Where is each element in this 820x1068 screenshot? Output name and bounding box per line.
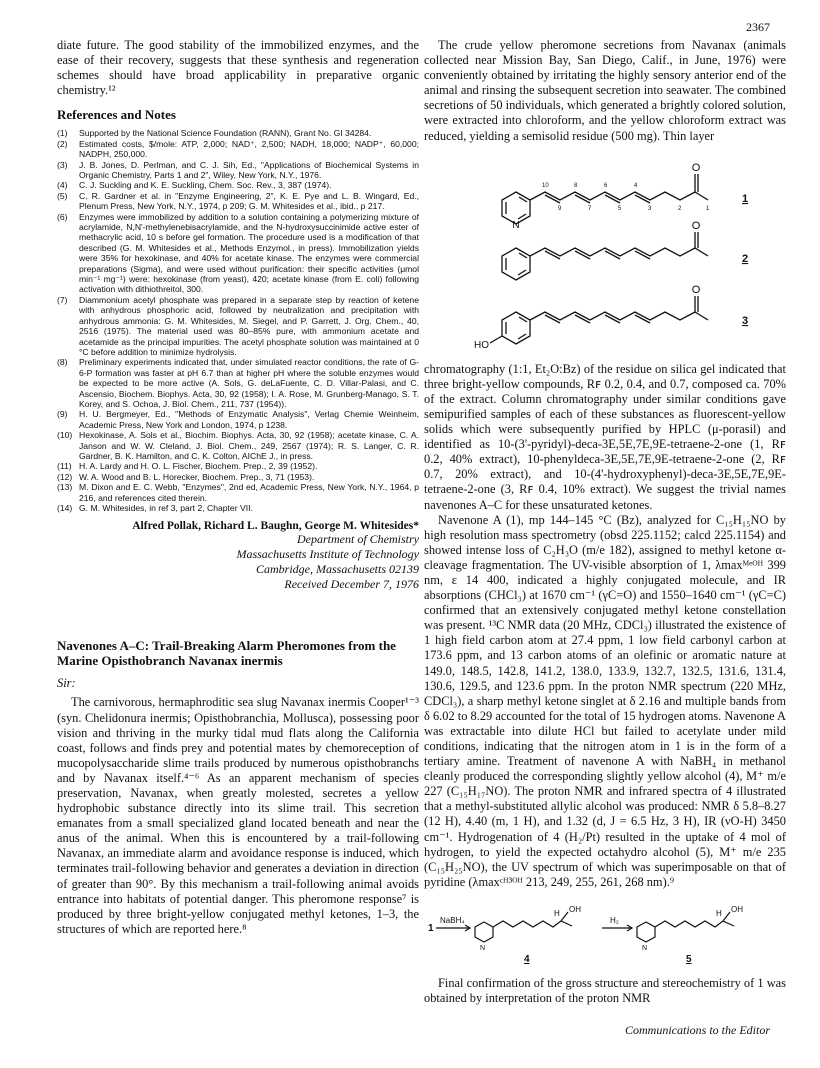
oh-label-4: OH	[569, 904, 581, 914]
chain-1	[530, 192, 708, 200]
svg-text:6: 6	[604, 182, 608, 189]
body-paragraph: The carnivorous, hermaphroditic sea slug Navanax inermis Cooper¹⁻³ (syn. Chelidonura inermis; Opisthobranchia, Mollusca), possessing poor vision and thriving in the murky tidal mud flats along the California coast, follows and finds prey and potential mates by chemoreception of mucopolysaccharide slime trails produced by numerous opisthobranchs and by Navanax itself.⁴⁻⁶ As an apparent mechanism of species preservation, Navanax, when greatly molested, secretes a yellow hydrophobic substance directly into its slime trail. This secretion emanates from a small specialized gland located beneath and near the anus of the animal. When this is encountered by a trail-following Navanax, an immediate alarm and avoidance response is induced, which terminates trail-following behavior and generates a deviation in direction of greater than 90°. By this mechanism a trail-following animal avoids entrance into habitats of potential danger. This pheromone response⁷ is produced by three bright-yellow conjugated methyl ketones, 1–3, the structures of which are reported here.⁸	[57, 695, 419, 936]
paragraph-4: Final confirmation of the gross structure and stereochemistry of 1 was obtained by interpretation of the proton NMR	[424, 975, 786, 1006]
reference-item: (11) H. A. Lardy and H. O. L. Fischer, Biochem. Prep., 2, 39 (1952).	[57, 461, 318, 472]
svg-text:1: 1	[706, 205, 710, 212]
start-compound: 1	[428, 922, 434, 934]
reference-item: (3) J. B. Jones, D. Perlman, and C. J. Sih, Ed., "Applications of Biochemical Systems in Organic Chemistry, Parts 1 and 2", Wiley, New York, N.Y., 1976.	[57, 159, 419, 180]
structures-svg	[424, 150, 786, 358]
footer: Communications to the Editor	[625, 1023, 770, 1037]
reference-item: (10) Hexokinase, A. Sols et al., Biochim. Biophys. Acta, 30, 92 (1958); acetate kinase, C. A. Janson and W. W. Cleland, J. Biol. Chem., 249, 2567 (1974); R. S. Langer, C. R. Gardner, B. K. Hamilton, and C. K. Colton, AIChE J., in press.	[57, 430, 419, 461]
svg-text:9: 9	[558, 205, 562, 212]
svg-text:5: 5	[618, 205, 622, 212]
chain-2	[530, 248, 708, 256]
svg-text:3: 3	[648, 205, 652, 212]
reference-item: (9) H. U. Bergmeyer, Ed., "Methods of Enzymatic Analysis", Verlag Chemie Weinheim, Academic Press, New York and London, 1974, p 1238.	[57, 409, 419, 430]
svg-text:7: 7	[588, 205, 592, 212]
right-column	[424, 38, 786, 1006]
structures-figure	[424, 150, 786, 358]
reference-item: (6) Enzymes were immobilized by addition to a solution containing a polymerizing mixture of acrylamide, N,N'-methylenebisacrylamide, and the N-hydroxysuccinimide active ester of methacrylic acid, 10 s before gel formation. The procedure used is a modification of that described (G. M. Whitesides et al., Methods Enzymol., in press). Immobilization yields were 35% for hexokinase, and 40% for acetate kinase. The enzymes were commercial preparations (Sigma), and were used without purification: their specific activities (μmol min⁻¹ mg⁻¹) were: hexokinase (from yeast), 420; acetate kinase (from E. coli) following activation with dithiothreitol, 300.	[57, 211, 419, 295]
reference-item: (4) C. J. Suckling and K. E. Suckling, Chem. Soc. Rev., 3, 387 (1974).	[57, 180, 332, 191]
compound-label-3: 3	[742, 314, 749, 327]
svg-text:10: 10	[542, 182, 549, 189]
reference-item: (2) Estimated costs, $/mole: ATP, 2,000; NAD⁺, 2,500; NADH, 18,000; NADP⁺, 60,000; NADPH, 250,000.	[57, 138, 419, 160]
h-label-4: H	[554, 908, 560, 918]
oxygen-label-1: O	[691, 161, 701, 174]
hydroxy-label: HO	[474, 339, 489, 351]
product-5: 5	[686, 953, 692, 965]
h-label-5: H	[716, 908, 722, 918]
reference-item: (7) Diammonium acetyl phosphate was prepared in a separate step by reaction of ketene with anhydrous phosphoric acid, followed by neutralization and precipitation with anhydrous ammonia: G. M. Whitesides, M. Siegel, and P. Garrett, J. Org. Chem., 40, 2516 (1975). The material used was 80–85% pure, with ammonium acetate and acetamide as the principal impurities. The acetyl phosphate solution was maintained at 0 °C before addition to minimize hydrolysis.	[57, 294, 419, 357]
svg-text:8: 8	[574, 182, 578, 189]
paragraph-3: Navenone A (1), mp 144–145 °C (Bz), analyzed for C₁₅H₁₅NO by high resolution mass spectrometry (obsd 225.1152; calcd 225.1154) and showed intense loss of C₂H₃O (m/e 182), assigned to methyl ketone α-cleavage fragmentation. The UV-visible absorption of 1, λmaxᴹᵉᴼᴴ 399 nm, ε 14 400, indicated a highly conjugated molecule, and IR absorptions (CHCl₃) at 1670 cm⁻¹ (γC=O) and 1550–1640 cm⁻¹ (γC=C) confirmed that an extensively conjugated methyl ketone constellation was present. ¹³C NMR data (20 MHz, CDCl₃) illustrated the existence of 1 high field carbon atom at 27.4 ppm, 1 low field carbonyl carbon at 173.6 ppm, and 13 carbon atoms of an olefinic or aromatic nature at 149.0, 148.5, 142.8, 141.2, 138.0, 133.9, 132.7, 132.5, 131.6, 131.4, 130.6, 129.5, and 123.6 ppm. In the proton NMR spectrum (220 MHz, CDCl₃), a sharp methyl ketone singlet at δ 2.16 and multiple bands from δ 6.02 to 8.29 accounted for the total of 15 hydrogen atoms. Navenone A was extractable into dilute HCl but failed to acetylate under mild conditions, indicating that the nitrogen atom in 1 is in the form of a tertiary amine. Treatment of navenone A with NaBH₄ in methanol cleanly produced the corresponding slightly yellow alcohol (4), M⁺ m/e 227 (C₁₅H₁₇NO). The proton NMR and infrared spectra of 4 illustrated that a methyl-substituted allylic alcohol was produced: NMR δ 5.8–8.27 (12 H), 4.40 (m, 1 H), and 1.32 (d, J = 6.5 Hz, 3 H), IR (νO-H) 3450 cm⁻¹. Hydrogenation of 4 (H₂/Pt) resulted in the uptake of 4 mol of hydrogen, to yield the expected octahydro alcohol (5), M⁺ m/e 235 (C₁₅H₂₅NO), the UV spectrum of which was superimposable on that of pyridine (λmaxᶜᴴ³ᴼᴴ 213, 249, 255, 261, 268 nm).⁹	[424, 512, 786, 889]
svg-text:2: 2	[678, 205, 682, 212]
oxygen-label-2: O	[691, 219, 701, 232]
references-heading: References and Notes	[57, 107, 176, 123]
paragraph-2: chromatography (1:1, Et₂O:Bz) of the residue on silica gel indicated that three bright-yellow compounds, Rꜰ 0.2, 0.4, and 0.7, composed ca. 70% of the extract. Column chromatography under similar conditions gave semipurified samples of each of these substances as fluorescent-yellow solids which were subsequently purified by HPLC (μ-porasil) and identified as 10-(3'-pyridyl)-deca-3E,5E,7E,9E-tetraene-2-one (1, Rꜰ 0.2, 40% extract), 10-phenyldeca-3E,5E,7E,9E-tetraene-2-one (2, Rꜰ 0.7, 20% extract), and 10-(4'-hydroxyphenyl)-deca-3E,5E,7E,9E-tetraene-2-one (3, Rꜰ 0.4, 10% extract). We suggest the trivial names navenones A–C for these unsaturated ketones.	[424, 361, 786, 512]
reaction-scheme	[424, 898, 786, 968]
oxygen-label-3: O	[691, 283, 701, 296]
references-list	[57, 128, 419, 513]
svg-text:4: 4	[634, 182, 638, 189]
oh-label-5: OH	[731, 904, 743, 914]
reference-item: (8) Preliminary experiments indicated that, under simulated reactor conditions, the rate of G-6-P formation was faster at pH 6.7 than at higher pH where the soluble enzymes would be expected to be more active (A. Sols, G. deLaFuente, C. D. Villar-Palasi, and C. Ascensio, Biochem. Biophys. Acta, 30, 92 (1958); I. A. Rose, M. Grunberg-Manago, S. T. Korey, and S. Ochoa, J. Biol. Chem., 211, 737 (1954)).	[57, 357, 419, 409]
salutation: Sir:	[57, 676, 76, 691]
reaction-svg	[424, 898, 786, 968]
opening-paragraph: diate future. The good stability of the immobilized enzymes, and the ease of their recovery, suggests that these synthesis and regeneration schemes should have broad applicability in preparative organic chemistry.¹²	[57, 38, 419, 98]
reference-item: (1) Supported by the National Science Foundation (RANN), Grant No. GI 34284.	[57, 128, 372, 139]
compound-label-2: 2	[742, 252, 749, 265]
nitrogen-label: N	[512, 219, 520, 231]
nitrogen-5: N	[642, 944, 648, 952]
phenyl-ring	[502, 248, 530, 280]
reference-item: (14) G. M. Whitesides, in ref 3, part 2, Chapter VII.	[57, 503, 253, 513]
reference-item: (13) M. Dixon and E. C. Webb, "Enzymes", 2nd ed, Academic Press, New York, N.Y., 1964, p 216, and references cited therein.	[57, 482, 419, 503]
left-column	[57, 38, 419, 937]
paragraph-1: The crude yellow pheromone secretions from Navanax (animals collected near Mission Bay, San Diego, Calif., in June, 1976) were conveniently obtained by irritating the highly sensory anterior end of the animal and rinsing the subsequent secretion into seawater. The combined secretions of 50 individuals, which generated a brightly colored solution, were extracted into chloroform, and the yellow chloroform extract was reduced, yielding a semisolid residue (500 mg). Thin layer	[424, 38, 786, 143]
received-date: Received December 7, 1976	[284, 577, 419, 592]
reagent-nabh4: NaBH₄	[440, 915, 465, 925]
reference-item: (5) C. R. Gardner et al. in "Enzyme Engineering, 2", K. E. Pye and L. B. Wingard, Ed., Plenum Press, New York, N.Y., 1974, p 209; G. M. Whitesides et al., ibid., p 217.	[57, 190, 419, 212]
page-number: 2367	[746, 20, 770, 34]
chain-3	[530, 312, 708, 320]
reagent-h2: H₂	[610, 915, 619, 925]
reference-item: (12) W. A. Wood and B. L. Horecker, Biochem. Prep., 3, 71 (1953).	[57, 471, 315, 482]
compound-label-1: 1	[742, 192, 749, 205]
nitrogen-4: N	[480, 944, 486, 952]
hydroxyphenyl-ring	[502, 312, 530, 344]
article-title: Navenones A–C: Trail-Breaking Alarm Pheromones from the Marine Opisthobranch Navanax inermis	[57, 638, 396, 669]
product-4: 4	[524, 953, 530, 965]
authors: Alfred Pollak, Richard L. Baughn, George M. Whitesides*	[132, 520, 419, 533]
affiliation: Department of Chemistry Massachusetts Institute of Technology Cambridge, Massachusetts 02139 Received December 7, 1976	[57, 532, 419, 592]
